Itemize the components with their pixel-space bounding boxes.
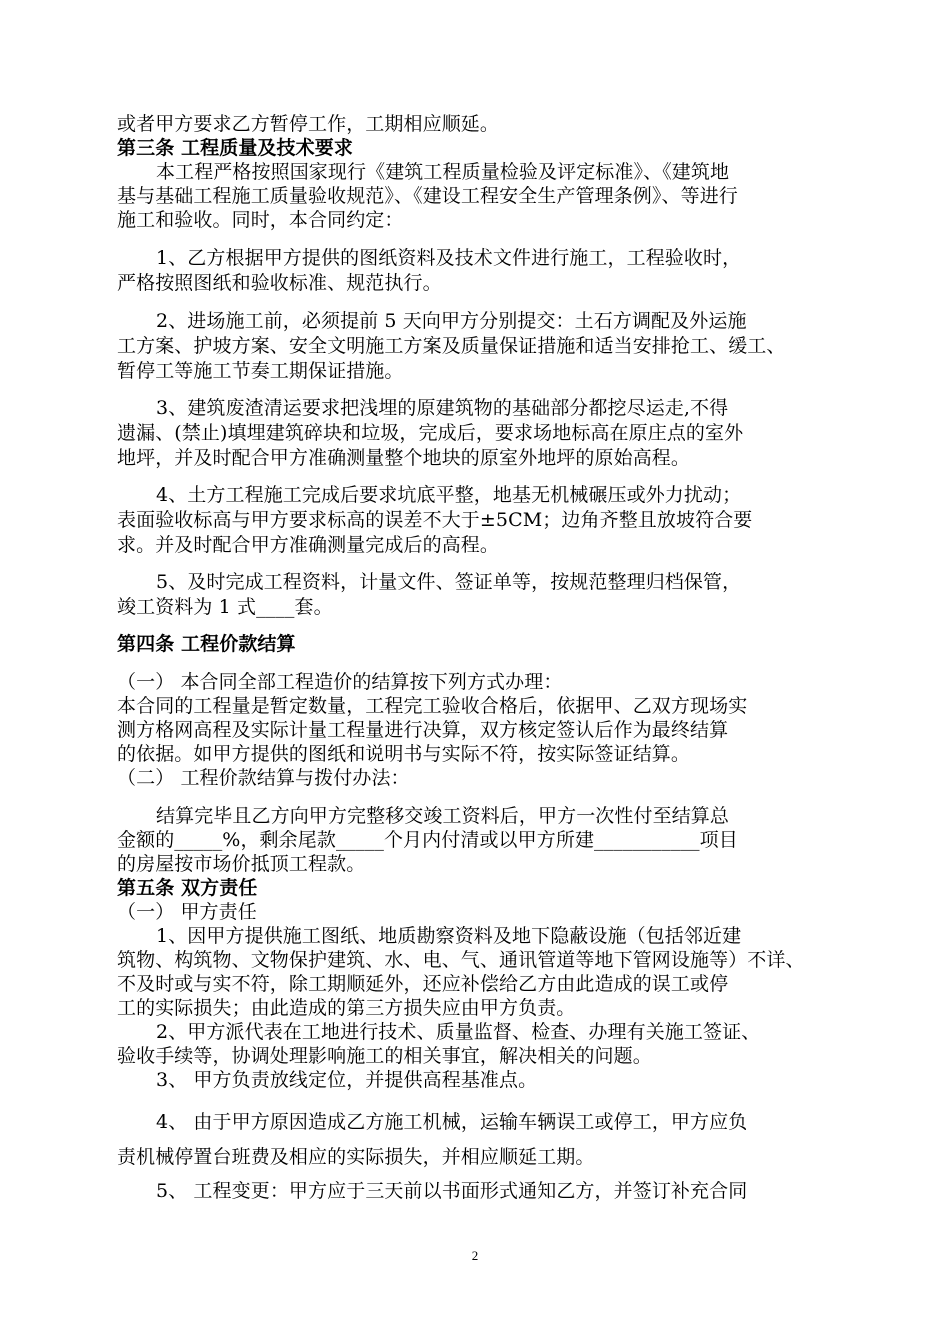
text-line: 遗漏、(禁止)填埋建筑碎块和垃圾，完成后，要求场地标高在原庄点的室外	[117, 422, 744, 444]
text-line: 工的实际损失；由此造成的第三方损失应由甲方负责。	[117, 997, 576, 1019]
text-line: 责机械停置台班费及相应的实际损失，并相应顺延工期。	[117, 1146, 595, 1168]
text-line: 3、 甲方负责放线定位，并提供高程基准点。	[156, 1069, 538, 1091]
text-line: 1、乙方根据甲方提供的图纸资料及技术文件进行施工，工程验收时，	[156, 247, 742, 269]
text-line: （一） 甲方责任	[117, 901, 257, 923]
text-line: 2、进场施工前，必须提前 5 天向甲方分别提交：土石方调配及外运施	[156, 310, 747, 332]
section-heading: 第四条 工程价款结算	[117, 633, 296, 655]
text-line: 2、甲方派代表在工地进行技术、质量监督、检查、办理有关施工签证、	[156, 1021, 761, 1043]
text-line: 筑物、构筑物、文物保护建筑、水、电、气、通讯管道等地下管网设施等）不详、	[117, 949, 805, 971]
text-line: （一） 本合同全部工程造价的结算按下列方式办理：	[117, 671, 563, 693]
text-line: 验收手续等，协调处理影响施工的相关事宜，解决相关的问题。	[117, 1045, 652, 1067]
text-line: 结算完毕且乙方向甲方完整移交竣工资料后，甲方一次性付至结算总	[156, 805, 730, 827]
text-line: 金额的_____%，剩余尾款_____个月内付清或以甲方所建___________项目	[117, 829, 738, 851]
page-number: 2	[471, 1248, 479, 1263]
text-line: 或者甲方要求乙方暂停工作，工期相应顺延。	[117, 113, 500, 135]
text-line: 本工程严格按照国家现行《建筑工程质量检验及评定标准》、《建筑地	[156, 161, 730, 183]
section-heading: 第三条 工程质量及技术要求	[117, 137, 353, 159]
text-line: 基与基础工程施工质量验收规范》、《建设工程安全生产管理条例》、等进行	[117, 185, 738, 207]
text-line: 不及时或与实不符，除工期顺延外，还应补偿给乙方由此造成的误工或停	[117, 973, 729, 995]
text-line: 的房屋按市场价抵顶工程款。	[117, 853, 366, 875]
text-line: 4、土方工程施工完成后要求坑底平整，地基无机械碾压或外力扰动；	[156, 484, 742, 506]
text-line: 3、建筑废渣清运要求把浅埋的原建筑物的基础部分都挖尽运走,不得	[156, 397, 729, 419]
text-line: 的依据。如甲方提供的图纸和说明书与实际不符，按实际签证结算。	[117, 743, 691, 765]
text-line: 竣工资料为 1 式____套。	[117, 596, 333, 618]
text-line: 测方格网高程及实际计量工程量进行决算，双方核定签认后作为最终结算	[117, 719, 729, 741]
text-line: 严格按照图纸和验收标准、规范执行。	[117, 272, 442, 294]
text-line: 5、 工程变更：甲方应于三天前以书面形式通知乙方，并签订补充合同	[156, 1180, 748, 1202]
text-line: 工方案、护坡方案、安全文明施工方案及质量保证措施和适当安排抢工、缓工、	[117, 335, 786, 357]
text-line: 本合同的工程量是暂定数量，工程完工验收合格后，依据甲、乙双方现场实	[117, 695, 748, 717]
text-line: 5、及时完成工程资料，计量文件、签证单等，按规范整理归档保管，	[156, 571, 742, 593]
text-line: 地坪，并及时配合甲方准确测量整个地块的原室外地坪的原始高程。	[117, 447, 691, 469]
text-line: 表面验收标高与甲方要求标高的误差不大于±5CM；边角齐整且放坡符合要	[117, 509, 753, 531]
text-line: 施工和验收。同时，本合同约定：	[117, 209, 404, 231]
section-heading: 第五条 双方责任	[117, 877, 258, 899]
text-line: 求。并及时配合甲方准确测量完成后的高程。	[117, 534, 500, 556]
text-line: （二） 工程价款结算与拨付办法：	[117, 767, 410, 789]
text-line: 4、 由于甲方原因造成乙方施工机械，运输车辆误工或停工，甲方应负	[156, 1111, 748, 1133]
text-line: 暂停工等施工节奏工期保证措施。	[117, 360, 404, 382]
text-line: 1、因甲方提供施工图纸、地质勘察资料及地下隐蔽设施（包括邻近建	[156, 925, 742, 947]
